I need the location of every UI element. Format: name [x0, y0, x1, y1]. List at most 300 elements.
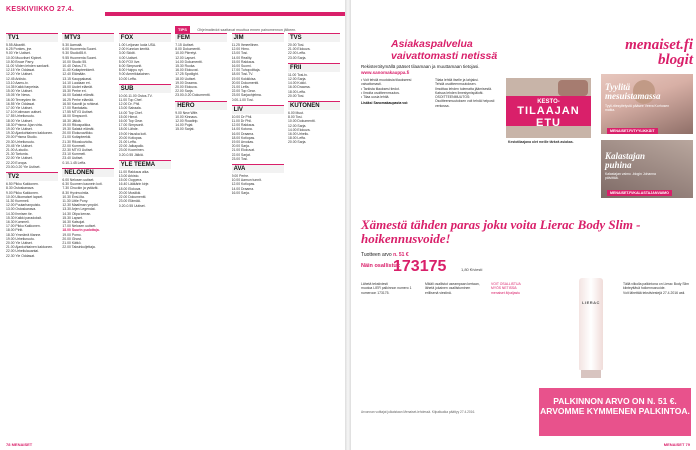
program-item: 18.00 Pirtit.: [6, 228, 24, 233]
program-item: 20.00 Prisma Studio.: [6, 135, 38, 140]
program-item: 11.40 Kotiapteekkerit.: [62, 68, 95, 73]
program-item: 23.00 Koominen.: [118, 148, 145, 153]
program-item: 10.00 Kinnaus.: [175, 114, 198, 119]
program-item: 20.00 Yle Uutiset.: [6, 240, 33, 245]
program-item: 13.00 Sairaala.: [118, 106, 142, 111]
subscriber-benefit-ad: [506, 78, 591, 162]
program-item: 15.00 Rakkaus.: [231, 59, 256, 64]
program-item: 15.30 Kaikki paradoksit.: [6, 215, 42, 220]
program-item: 22.00 Top Gear.: [231, 89, 256, 94]
program-item: 14.00 Dokumentti.: [175, 59, 203, 64]
program-item: 14.00 Kotona.: [231, 127, 253, 132]
program-item: 14.35 Kaikki tarpeista.: [6, 85, 40, 90]
program-item: 7.30 Chuckin ja ystävät.: [62, 186, 99, 191]
channel-block: [232, 164, 284, 195]
channel-name: JIM: [232, 33, 284, 42]
lierac-product: [563, 278, 619, 388]
program-item: 15.00 Sarjat.: [175, 127, 195, 132]
text-line: erillisenä viestinä.: [425, 290, 452, 295]
program-item: 18.00 Lähde.: [118, 127, 139, 132]
program-item: 11.00 Viiden lehden sankarit.: [6, 64, 50, 69]
top-stripe: [105, 12, 345, 16]
lierac-body1: [361, 282, 421, 295]
program-item: 20.45 Yle Uutiset.: [6, 143, 33, 148]
program-item: 20.00 Dokumentti.: [231, 80, 260, 85]
text-line: VOIT OSALLISTUA: [491, 282, 521, 286]
program-item: 12.40 Elämään.: [62, 72, 87, 77]
program-item: 18.00 Kotiopas.: [231, 135, 256, 140]
customer-service-subtitle: Rekisteröitymällä pääset tilaamaan ja muuttamaan tietojasi.: [361, 64, 480, 69]
body-heading: Lisäksi Sanomakaupasta voi:: [361, 101, 409, 106]
program-item: 22.30 Yle Oddasat.: [6, 253, 35, 258]
lierac-body2: [425, 282, 487, 295]
lierac-value-amount: n. 51 €: [393, 252, 409, 258]
program-item: 16.55 Yle Oddasat.: [6, 101, 35, 106]
program-item: 21.00 Leffa.: [231, 85, 250, 90]
lierac-value-label: Tuotteen arvo: [361, 252, 392, 258]
program-item: 9.00 Amerikkalainen.: [118, 72, 151, 77]
lierac-contest-title: Xämestä tähden paras joku voita Lierac Body Slim -hoikennusvoide!: [361, 217, 641, 246]
program-item: 3.00 Skidit.: [118, 51, 136, 56]
program-item: 19.30 Salatut elämät.: [62, 127, 95, 132]
program-item: 12.00 Dr. Phil.: [118, 102, 141, 107]
program-item: 15.05 Yle News.: [6, 93, 31, 98]
lierac-entry-label: Näin osallistut:: [361, 263, 401, 269]
program-item: 10.40 Ostos-TV.: [62, 64, 87, 69]
cover-photo: [558, 80, 588, 96]
customer-service-title: Asiakaspalvelua vaivattomasti netissä: [391, 38, 498, 62]
program-item: 19.00 Arvokas.: [231, 140, 255, 145]
program-item: 16.00 Suomi.: [231, 64, 252, 69]
program-item: 8.00 Huippu nyt.: [118, 68, 144, 73]
channel-block: [6, 33, 58, 169]
program-item: 0.20-0.55 Jälkiä.: [118, 152, 144, 157]
blog-logo: menaiset.fi blogit: [625, 37, 693, 68]
program-item: 22.00 Dokumentti.: [118, 195, 147, 200]
channel-block: [119, 160, 171, 208]
program-item: 10.00 Studio 55.: [62, 59, 88, 64]
program-item: 18.00 Tosi-TV.: [231, 72, 254, 77]
program-item: 20.00 Ghost.: [62, 236, 82, 241]
lierac-sms-number: 173175: [393, 258, 447, 275]
program-item: 18.00 Leffa.: [288, 136, 306, 141]
lierac-cta-line2: ARVOMME KYMMENEN PALKINTOA.: [540, 406, 690, 416]
program-item: 16.00 Urheilu.: [288, 132, 310, 137]
program-item: 13.00 Ostoskanava.: [6, 207, 37, 212]
program-item: 7.15 Uutiset.: [175, 43, 195, 47]
program-item: 16.00 Draama.: [231, 131, 255, 136]
program-item: 16.00 Salatut elämät.: [62, 93, 95, 98]
text-line: Lähetä tekstiviesti: [361, 282, 388, 286]
tips-badge: TIPS: [175, 26, 190, 33]
program-item: 18.30 Jälkiä.: [62, 118, 82, 123]
lierac-cta-line1: PALKINNON ARVO ON N. 51 €.: [553, 396, 677, 406]
program-item: 22.00 Kummeli.: [62, 143, 86, 148]
footer-right: [664, 442, 690, 447]
program-item: 4.00 Uutiset.: [118, 55, 138, 60]
program-item: 16.25 Perhe elämää.: [62, 97, 94, 102]
program-item: 15.00 Ooppera.: [118, 178, 143, 183]
channel-block: [62, 33, 114, 165]
program-item: 18.30 Ymmärrä tilanne.: [6, 232, 42, 237]
program-item: 6.00 Huomenta Suomi.: [62, 47, 98, 52]
program-item: 9.55 Huomenta Suomi.: [62, 55, 98, 60]
product-label: LIERAC: [582, 300, 600, 305]
program-item: 12.45 Arkisto.: [6, 76, 27, 81]
program-item: 20.00 Tosi.: [288, 43, 305, 47]
program-item: 13.00 Arkisto.: [118, 174, 140, 179]
text-line: menaiset.fi/paljastu: [491, 290, 521, 295]
program-item: 13.10 Aamu-tv.: [6, 80, 29, 85]
tv-column: [6, 33, 58, 438]
cover-band-line1: KESTO-: [537, 99, 560, 105]
channel-name: TV2: [6, 172, 58, 181]
program-item: 19.00 Urheiluruutu.: [6, 236, 35, 241]
tv-column: [175, 33, 227, 438]
program-item: 23.00 Elämää.: [118, 199, 141, 204]
program-item: 21.00 Ajankohtainen kakkonen.: [6, 245, 54, 250]
program-item: 6.30 Suomen kaunein koti.: [62, 182, 103, 187]
program-item: 18.00 Simpsonit.: [62, 114, 88, 119]
program-item: 14.00 Top Chef.: [118, 110, 143, 115]
program-item: 21.00 Leffa.: [118, 140, 137, 145]
program-item: 8.00 Dokumentti.: [175, 47, 201, 52]
tv-column: [288, 33, 340, 438]
channel-block: [288, 63, 340, 98]
program-item: 23.00 Sarja.: [288, 55, 307, 60]
program-item: 14.30 Olipa kerran.: [62, 211, 92, 216]
program-item: 21.00 Elokuvat.: [231, 148, 255, 153]
program-item: 12.00 Rakkaus.: [231, 123, 256, 128]
program-item: 17.55 MTV3 Uutiset.: [62, 110, 94, 115]
text-line: Tehdä osoitteenmuutoksen.: [435, 82, 477, 87]
program-item: 20.00 Elokuvaviikko.: [62, 131, 94, 136]
program-item: 20.00 Musiikki.: [118, 190, 142, 195]
tv-columns: [6, 33, 340, 438]
program-item: 20.00 Sarja.: [231, 144, 250, 149]
lierac-fine-print: Arvonnan voittajat julkaistaan Menaiset-lehdessä. Kilpailuaika päättyy 27.4.2016.: [361, 410, 476, 414]
text-line: numeroon 173175.: [361, 290, 390, 295]
tips-bar: [175, 21, 345, 33]
program-item: 17.00 Tuhopolttaja.: [231, 68, 261, 73]
program-item: 14.00 Reality.: [231, 55, 253, 60]
program-item: 12.20 Yle Uutiset.: [6, 72, 33, 77]
program-item: 5.30 Aamutä.: [62, 43, 83, 47]
program-item: 9.00 New Wife.: [175, 110, 199, 115]
program-item: 10.00 Piirretyt.: [175, 51, 198, 56]
channel-block: [232, 33, 284, 102]
program-item: 12.00 Puutarhanpuisto.: [6, 203, 42, 208]
program-item: 16.40 Lääkärin kirje.: [118, 182, 150, 187]
day-header: KESKIVIIKKO 27.4.: [6, 6, 75, 13]
channel-block: [232, 105, 284, 161]
program-item: 20.00 Tosi.: [288, 93, 305, 98]
tips-text: Ohjelmatiedot saattavat muuttua ennen painomennon jälkeen.: [197, 27, 297, 32]
program-item: 16.00 Terveyden tie.: [6, 97, 37, 102]
lierac-body3: [491, 282, 555, 295]
lierac-description: [623, 282, 693, 332]
program-item: 14.00 Kokki.: [288, 81, 307, 86]
program-item: 15.30 Ruoka.: [175, 64, 196, 69]
program-item: 11.00 Rakkaus aika.: [118, 169, 150, 174]
footer-left: [6, 442, 32, 447]
blog1-title: Tyylitä mesuistamassa: [605, 82, 661, 101]
program-item: 13.15 Kauppakassi.: [62, 76, 93, 81]
text-line: MYÖS NETISSÄ:: [491, 286, 518, 291]
channel-block: [288, 101, 340, 145]
program-item: 21.00 Elokuva.: [288, 47, 311, 52]
text-line: Ilmoittaa lehden tulematta jäämisestä.: [435, 86, 492, 91]
tv-column: [119, 33, 171, 438]
program-item: 9.30 Studio55.fi.: [62, 51, 87, 56]
program-item: 11.30 Kummeli.: [6, 198, 30, 203]
program-item: 9.00 Yle Uutiset.: [6, 51, 31, 56]
text-line: Tilata lehtiä itselle ja lahjaksi.: [435, 78, 479, 82]
program-item: 8.30 Hyvinvointia.: [62, 190, 90, 195]
program-item: 23.00 Tosi.: [231, 156, 248, 161]
text-line: muotoa LIER palkinnon numero 1: [361, 286, 412, 291]
program-item: 10.30 Ensi-ilta.: [62, 194, 85, 199]
program-item: 21.30 Tartunta.: [6, 152, 29, 157]
program-item: 17.00 Rantakatu.: [62, 106, 89, 111]
program-item: 8.30 Ostoskanava.: [6, 186, 35, 191]
program-item: 18.00 Uutiset.: [175, 76, 197, 81]
program-item: 9.00 Pikku Kakkonen.: [6, 190, 39, 195]
program-item: 22.00 Jalkapallo.: [118, 144, 145, 149]
blog1-link[interactable]: MENAISET.FI/TYYLIKKÄIT: [607, 128, 658, 134]
program-item: 18.00 Yle Uutiset.: [6, 118, 33, 123]
program-item: 20.00 Kotiopas.: [118, 135, 143, 140]
program-item: 22.00 Taksinkuljettaja.: [62, 245, 96, 250]
program-item: 12.00 Sarja.: [288, 123, 307, 128]
lierac-cta-banner: [539, 388, 691, 436]
program-item: 22.00 Sarja.: [175, 89, 194, 94]
program-item: 19.00 Rikospaikka.: [62, 122, 92, 127]
program-item: 19.00 Draama.: [175, 80, 198, 85]
channel-block: [175, 101, 227, 132]
program-item: 16.00 Draama.: [288, 85, 311, 90]
program-item: 16.00 Top Gear.: [118, 119, 143, 124]
program-item: 12.00 Roadtrip.: [175, 119, 199, 124]
program-item: 6.00 Simpsonit.: [118, 64, 143, 69]
program-item: 18.00 Suurin pudottaja.: [62, 228, 100, 233]
magazine-cover: [506, 78, 591, 138]
program-item: 20.00 Sarja.: [288, 140, 307, 145]
program-item: 23.40 Uutiset.: [62, 156, 84, 161]
program-item: 20.30 Urheiluruutu.: [6, 139, 35, 144]
program-item: 12.00 Kotiopas.: [231, 182, 256, 187]
program-item: 17.00 Simpsonit.: [118, 123, 145, 128]
text-line: Voit lähettää tekstiviestejä 27.4.2016 asti.: [623, 290, 686, 295]
tv-column: [232, 33, 284, 438]
program-item: 15.30 Perhe eri.: [62, 89, 87, 94]
channel-name: HERO: [175, 101, 227, 110]
program-item: 12.00 Himo.: [231, 47, 250, 52]
channel-block: [175, 33, 227, 98]
channel-name: FEM: [175, 33, 227, 42]
blog2-text: Kalastajan vaimo -blogin Johanna päivittää.: [605, 172, 656, 181]
program-item: 5.55 Aikaviiti.: [6, 43, 26, 47]
program-item: 16.50 Kauniit ja rohkeat.: [62, 101, 99, 106]
program-item: 0.10-1.45 Leffa.: [62, 160, 87, 165]
program-item: 19.00 Hauska koti.: [118, 131, 147, 136]
program-item: 22.00 Urheilulauantai.: [6, 249, 39, 254]
bullet-line: • Tilaa uusia lehtiä.: [361, 95, 390, 100]
channel-name: TV1: [6, 33, 58, 42]
text-line: OSOITTEENMUUTOS:: [435, 95, 471, 100]
program-item: 19.00 Yle Uutiset.: [6, 127, 33, 132]
channel-name: TVS: [288, 33, 340, 42]
channel-block: [62, 168, 114, 249]
program-item: 10.00 Muoviiset Kipinet.: [6, 55, 42, 60]
customer-service-url[interactable]: www.sanomakauppa.fi: [361, 70, 410, 75]
lierac-sms-price: 1,80 €/viesti: [461, 267, 483, 272]
program-item: 18.30 Prisma: Ajan virta.: [6, 122, 43, 127]
blog2-link[interactable]: MENAISET.FI/KALASTAJANVAIMO: [607, 190, 672, 196]
program-item: 11.25 Ihmeellinen.: [231, 43, 260, 47]
customer-service-body: [361, 78, 431, 106]
program-item: 6.25 Ponkes, jne.: [6, 47, 33, 52]
program-item: 15.00 Yle Uutiset.: [6, 89, 33, 94]
program-item: 10.00 Leffa.: [118, 76, 137, 81]
program-item: 12.00 Sarja.: [288, 77, 307, 82]
program-item: 15.00 Himot.: [118, 114, 139, 119]
channel-name: SUB: [119, 84, 171, 93]
program-item: 21.00 A-studio.: [6, 148, 29, 153]
channel-block: [288, 33, 340, 60]
program-item: 10.00 Aamun tunnit.: [231, 178, 262, 183]
program-item: 17.55 Urheiluruutu.: [6, 114, 35, 119]
program-item: 14.00 Elokuva.: [288, 127, 311, 132]
bullet-line: • Voit tehdä muutoksia tilaukseesi vaivattomasti.: [361, 78, 412, 87]
channel-block: [6, 172, 58, 258]
program-item: 14.10 Luodaan eri.: [62, 80, 91, 85]
program-item: 18.00 Leffa.: [288, 89, 306, 94]
blog2-title: Kalastajan puhina: [605, 151, 646, 170]
channel-name: FOX: [119, 33, 171, 42]
program-item: 14.00 Pojat.: [175, 123, 194, 128]
program-item: 16.00 Elokuvat.: [175, 68, 199, 73]
program-item: 21.30 Rikoskuvioita.: [62, 139, 93, 144]
text-line: Osoitteenmuutoksen voit tehdä helposti verkossa.: [435, 99, 495, 108]
program-item: 11.00 Tosi-tv.: [288, 72, 308, 77]
program-item: 23.10 Kummeli.: [62, 152, 86, 157]
program-item: 22.30 MTV3 Uutiset.: [62, 148, 94, 153]
ads-page: [351, 0, 696, 450]
program-item: 10.00-11.00 Ostos-TV.: [118, 93, 153, 98]
program-item: 11.30 Little Pony.: [62, 198, 89, 203]
channel-name: LIV: [232, 105, 284, 114]
program-item: 17.10 Kotimaan uutiset.: [6, 110, 42, 115]
program-item: 1.00 Leijonan luola USA.: [118, 43, 157, 47]
program-item: 18.00 Elokuva.: [118, 186, 142, 191]
program-item: 10.00 Ulkomaiset lapset.: [6, 194, 44, 199]
channel-name: YLE TEEMA: [119, 160, 171, 169]
program-item: 17.00 Yle Uutiset.: [6, 106, 33, 111]
text-line: lähetä jokainen osallistuminen: [425, 286, 471, 291]
program-item: 10.00 Dr Phil.: [231, 114, 253, 119]
text-line: Katsoa lehden ilmestymispäivät.: [435, 90, 484, 95]
program-item: 0.00-1.00 Tosi.: [231, 97, 254, 102]
channel-name: AVA: [232, 164, 284, 173]
program-item: 20.00 Elokuva.: [175, 85, 198, 90]
program-item: 6.50 Pikku Kakkonen.: [6, 182, 39, 187]
program-item: 6.00 Muut.: [288, 111, 305, 116]
program-item: 12.00 Lapset.: [175, 55, 196, 60]
cover-band: [506, 96, 591, 129]
product-tube: [579, 278, 603, 370]
channel-name: KUTONEN: [288, 101, 340, 110]
program-item: 5.00 FOX live.: [118, 59, 141, 64]
program-item: 15.30 Lapset.: [62, 215, 83, 220]
program-item: 17.00 Pikku Kakkonen.: [6, 224, 41, 229]
program-item: 9.00 Perhe.: [231, 174, 250, 179]
program-item: 22.00 Yle Uutiset.: [6, 156, 33, 161]
text-line: Mikäli osallistut useampaan kertaan,: [425, 282, 480, 286]
brand-left: MENAISET: [11, 442, 33, 447]
program-item: 16.00 Sarja.: [231, 190, 250, 195]
program-item: 12.30 Maailman ympäri.: [62, 203, 99, 208]
program-item: 14.30 Ihmisen tie.: [6, 211, 33, 216]
subscriber-kicker: Kestotilaajana olet meille tärkeä asiakas.: [508, 140, 574, 144]
program-item: 22.00 Leffa.: [288, 51, 306, 56]
product-cap: [581, 370, 601, 378]
program-item: 22.20 Europa.: [6, 160, 28, 165]
blog1-text: Tyyli-rtiesyttelystä pääsee Veera Korhosen matka.: [605, 104, 670, 113]
program-item: 11.00 Top Chef.: [118, 98, 143, 103]
program-item: 15.00 Uudet elämät.: [62, 85, 93, 90]
bullet-line: • Ilmoita osoitteenmuutos.: [361, 90, 400, 95]
tv-column: [62, 33, 114, 438]
program-item: 14.00 Draama.: [231, 186, 255, 191]
program-item: 19.00 Pomo.: [62, 232, 82, 237]
channel-name: NELONEN: [62, 168, 114, 177]
brand-right: MENAISET: [663, 442, 685, 447]
program-item: 10.00 Dokumentti.: [288, 119, 316, 124]
program-item: 8.00 Tosi.: [288, 115, 303, 120]
program-item: 23.00-0.20 Yle Uutiset.: [6, 164, 41, 169]
tv-listings-page: [0, 0, 345, 450]
program-item: 21.00 Kätkö.: [62, 240, 82, 245]
program-item: 23.00 Sarjaohjelma.: [231, 93, 262, 98]
page-number-left: 78: [6, 442, 11, 447]
program-item: 2.00 Kunnian kenttä.: [118, 47, 150, 52]
program-item: 13.00 Tosi.: [231, 51, 248, 56]
channel-name: FRII: [288, 63, 340, 72]
text-line: Tällä viikolla palkintona on Lierac Body Slim kiinteyttävä hoikennusvoide.: [623, 282, 689, 291]
bullet-line: • Tarkista tilauksesi tiedot.: [361, 86, 400, 91]
channel-block: [119, 84, 171, 157]
program-item: 0.20-0.55 Uutiset.: [118, 203, 146, 208]
program-item: 16.30 Katsojat.: [62, 219, 86, 224]
program-item: 16.30 Kummeli.: [6, 219, 30, 224]
page-number-right: 79: [685, 442, 690, 447]
program-item: 12.15 Yle Oddasat.: [6, 68, 35, 73]
program-item: 21.00 Kotiapteekki.: [62, 135, 92, 140]
program-item: 19.30 Ajankohtainen kakkonen.: [6, 131, 54, 136]
program-item: 6.00 Nelosen uutiset.: [62, 177, 95, 182]
program-item: 17.00 Nelosen uutiset.: [62, 224, 97, 229]
program-item: 10.50 Bruce Parry.: [6, 59, 35, 64]
program-item: 11.00 Dr Phil.: [231, 119, 252, 124]
program-item: 19.00 Kokkikisa.: [231, 76, 257, 81]
channel-name: MTV3: [62, 33, 114, 42]
cover-band-line2: TILAAJAN ETU: [517, 105, 580, 129]
program-item: 22.00 Sarjat.: [231, 152, 251, 157]
program-item: 17.25 Spotlight.: [175, 72, 199, 77]
program-item: 13.30 Arjen Legendat.: [62, 207, 96, 212]
program-item: 23.00-0.20 Dokumentti.: [175, 93, 211, 98]
